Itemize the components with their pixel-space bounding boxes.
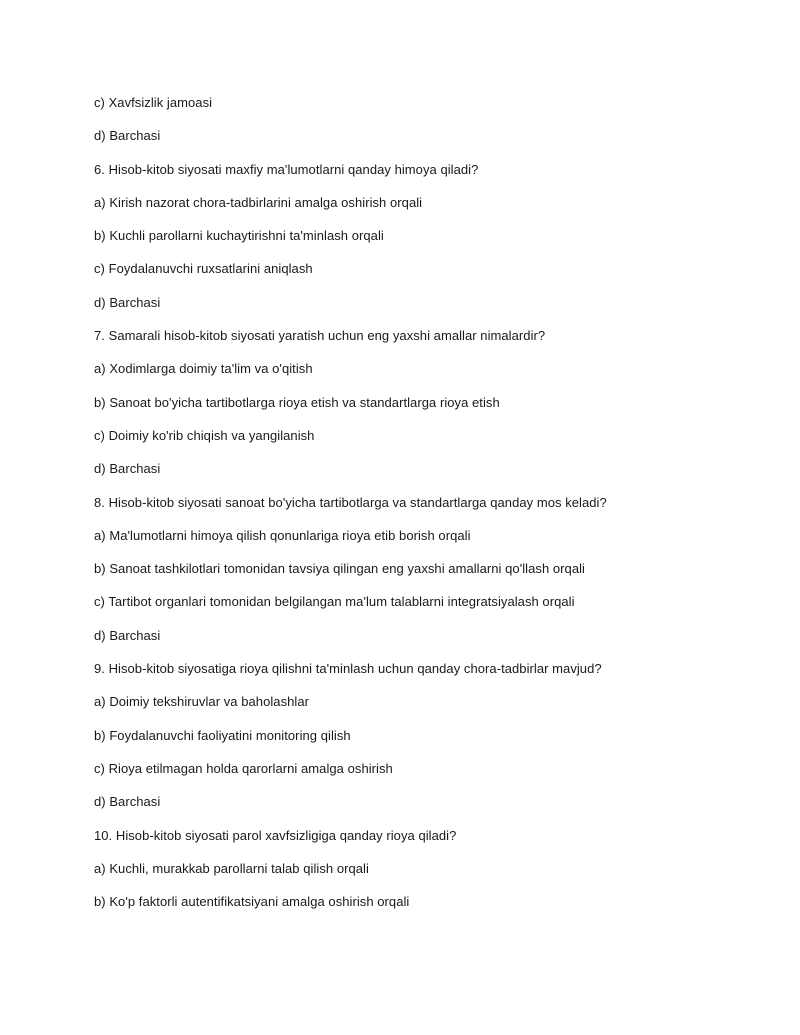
- answer-option: b) Kuchli parollarni kuchaytirishni ta'minlash orqali: [94, 228, 384, 244]
- answer-option: c) Doimiy ko'rib chiqish va yangilanish: [94, 427, 315, 443]
- answer-option: a) Kirish nazorat chora-tadbirlarini amalga oshirish orqali: [94, 194, 423, 210]
- question-10: 10. Hisob-kitob siyosati parol xavfsizligiga qanday rioya qiladi?: [94, 827, 457, 843]
- answer-option: c) Foydalanuvchi ruxsatlarini aniqlash: [94, 261, 313, 277]
- question-6: 6. Hisob-kitob siyosati maxfiy ma'lumotlarni qanday himoya qiladi?: [94, 161, 479, 177]
- answer-option: b) Sanoat bo'yicha tartibotlarga rioya etish va standartlarga rioya etish: [94, 394, 500, 410]
- question-8: 8. Hisob-kitob siyosati sanoat bo'yicha tartibotlarga va standartlarga qanday mos keladi?: [94, 494, 607, 510]
- answer-option: d) Barchasi: [94, 294, 161, 310]
- answer-option: b) Ko'p faktorli autentifikatsiyani amalga oshirish orqali: [94, 894, 410, 910]
- answer-option: a) Doimiy tekshiruvlar va baholashlar: [94, 694, 309, 710]
- answer-option: a) Xodimlarga doimiy ta'lim va o'qitish: [94, 361, 313, 377]
- question-7: 7. Samarali hisob-kitob siyosati yaratish uchun eng yaxshi amallar nimalardir?: [94, 328, 546, 344]
- question-9: 9. Hisob-kitob siyosatiga rioya qilishni ta'minlash uchun qanday chora-tadbirlar mavjud?: [94, 661, 602, 677]
- answer-option: c) Xavfsizlik jamoasi: [94, 95, 213, 110]
- answer-option: d) Barchasi: [94, 627, 161, 643]
- answer-option: a) Ma'lumotlarni himoya qilish qonunlariga rioya etib borish orqali: [94, 527, 471, 543]
- answer-option: b) Foydalanuvchi faoliyatini monitoring qilish: [94, 727, 351, 743]
- answer-option: c) Rioya etilmagan holda qarorlarni amalga oshirish: [94, 760, 393, 776]
- answer-option: d) Barchasi: [94, 794, 161, 810]
- answer-option: a) Kuchli, murakkab parollarni talab qilish orqali: [94, 860, 369, 876]
- document-text: [94, 94, 754, 926]
- answer-option: d) Barchasi: [94, 128, 161, 144]
- answer-option: b) Sanoat tashkilotlari tomonidan tavsiya qilingan eng yaxshi amallarni qo'llash orqali: [94, 561, 585, 577]
- answer-option: d) Barchasi: [94, 461, 161, 477]
- answer-option: c) Tartibot organlari tomonidan belgilangan ma'lum talablarni integratsiyalash orqali: [94, 594, 575, 610]
